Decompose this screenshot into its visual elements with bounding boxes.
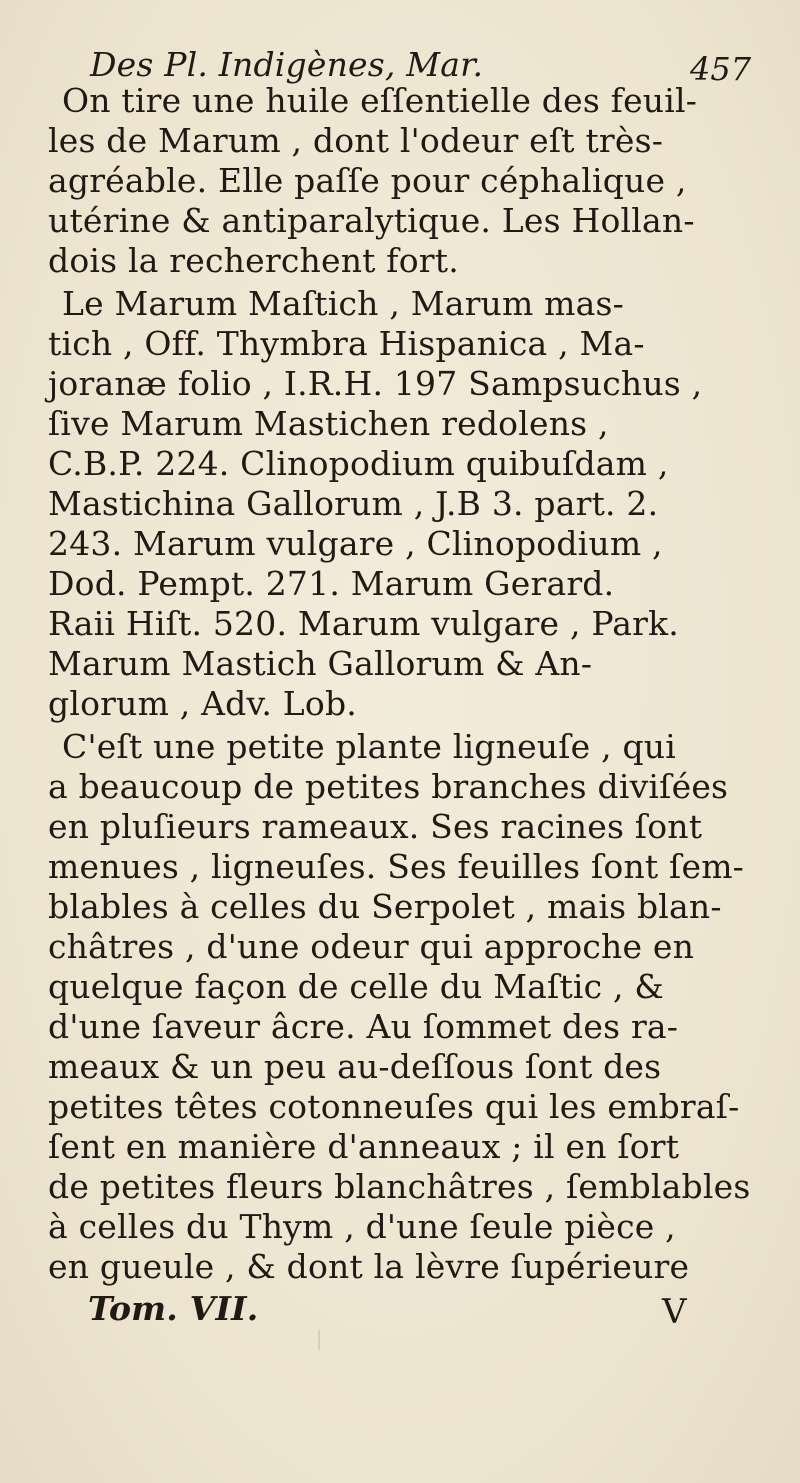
text-line: dois la recherchent fort. xyxy=(48,241,459,280)
running-head: Des Pl. Indigènes, Mar. xyxy=(90,45,484,84)
text-line: Le Marum Maſtich , Marum mas- xyxy=(62,284,625,323)
text-line: Mastichina Gallorum , J.B 3. part. 2. xyxy=(48,484,659,523)
text-line: Raii Hiſt. 520. Marum vulgare , Park. xyxy=(48,604,679,643)
text-line: ſent en manière d'anneaux ; il en ſort xyxy=(48,1127,680,1166)
text-line: châtres , d'une odeur qui approche en xyxy=(48,927,695,966)
text-line: ſive Marum Mastichen redolens , xyxy=(48,404,609,443)
page-number: 457 xyxy=(690,50,752,88)
text-line: Marum Mastich Gallorum & An- xyxy=(48,644,593,683)
text-line: a beaucoup de petites branches diviſées xyxy=(48,767,729,806)
text-line: de petites fleurs blanchâtres , ſemblables xyxy=(48,1167,751,1206)
text-line: meaux & un peu au-deſſous ſont des xyxy=(48,1047,662,1086)
text-line: utérine & antiparalytique. Les Hollan- xyxy=(48,201,695,240)
text-line: tich , Off. Thymbra Hispanica , Ma- xyxy=(48,324,645,363)
text-line: agréable. Elle paſſe pour céphalique , xyxy=(48,161,687,200)
text-line: en pluſieurs rameaux. Ses racines ſont xyxy=(48,807,703,846)
text-line: joranæ folio , I.R.H. 197 Sampsuchus , xyxy=(48,364,703,403)
text-line: C'eſt une petite plante ligneuſe , qui xyxy=(62,727,676,766)
text-line: quelque façon de celle du Maſtic , & xyxy=(48,967,665,1006)
text-line: petites têtes cotonneuſes qui les embraſ- xyxy=(48,1087,740,1126)
text-line: menues , ligneuſes. Ses feuilles ſont ſem- xyxy=(48,847,745,886)
text-line: C.B.P. 224. Clinopodium quibuſdam , xyxy=(48,444,669,483)
text-line: les de Marum , dont l'odeur eſt très- xyxy=(48,121,664,160)
text-line: d'une ſaveur âcre. Au ſommet des ra- xyxy=(48,1007,679,1046)
text-line: à celles du Thym , d'une ſeule pièce , xyxy=(48,1207,676,1246)
text-line: 243. Marum vulgare , Clinopodium , xyxy=(48,524,663,563)
text-line: en gueule , & dont la lèvre ſupérieure xyxy=(48,1247,690,1286)
signature-mark: V xyxy=(662,1292,687,1332)
text-line: blables à celles du Serpolet , mais blan- xyxy=(48,887,722,926)
text-line: glorum , Adv. Lob. xyxy=(48,684,357,723)
volume-footer: Tom. VII. xyxy=(88,1289,259,1328)
text-line: On tire une huile eſſentielle des feuil- xyxy=(62,81,698,120)
text-line: Dod. Pempt. 271. Marum Gerard. xyxy=(48,564,615,603)
